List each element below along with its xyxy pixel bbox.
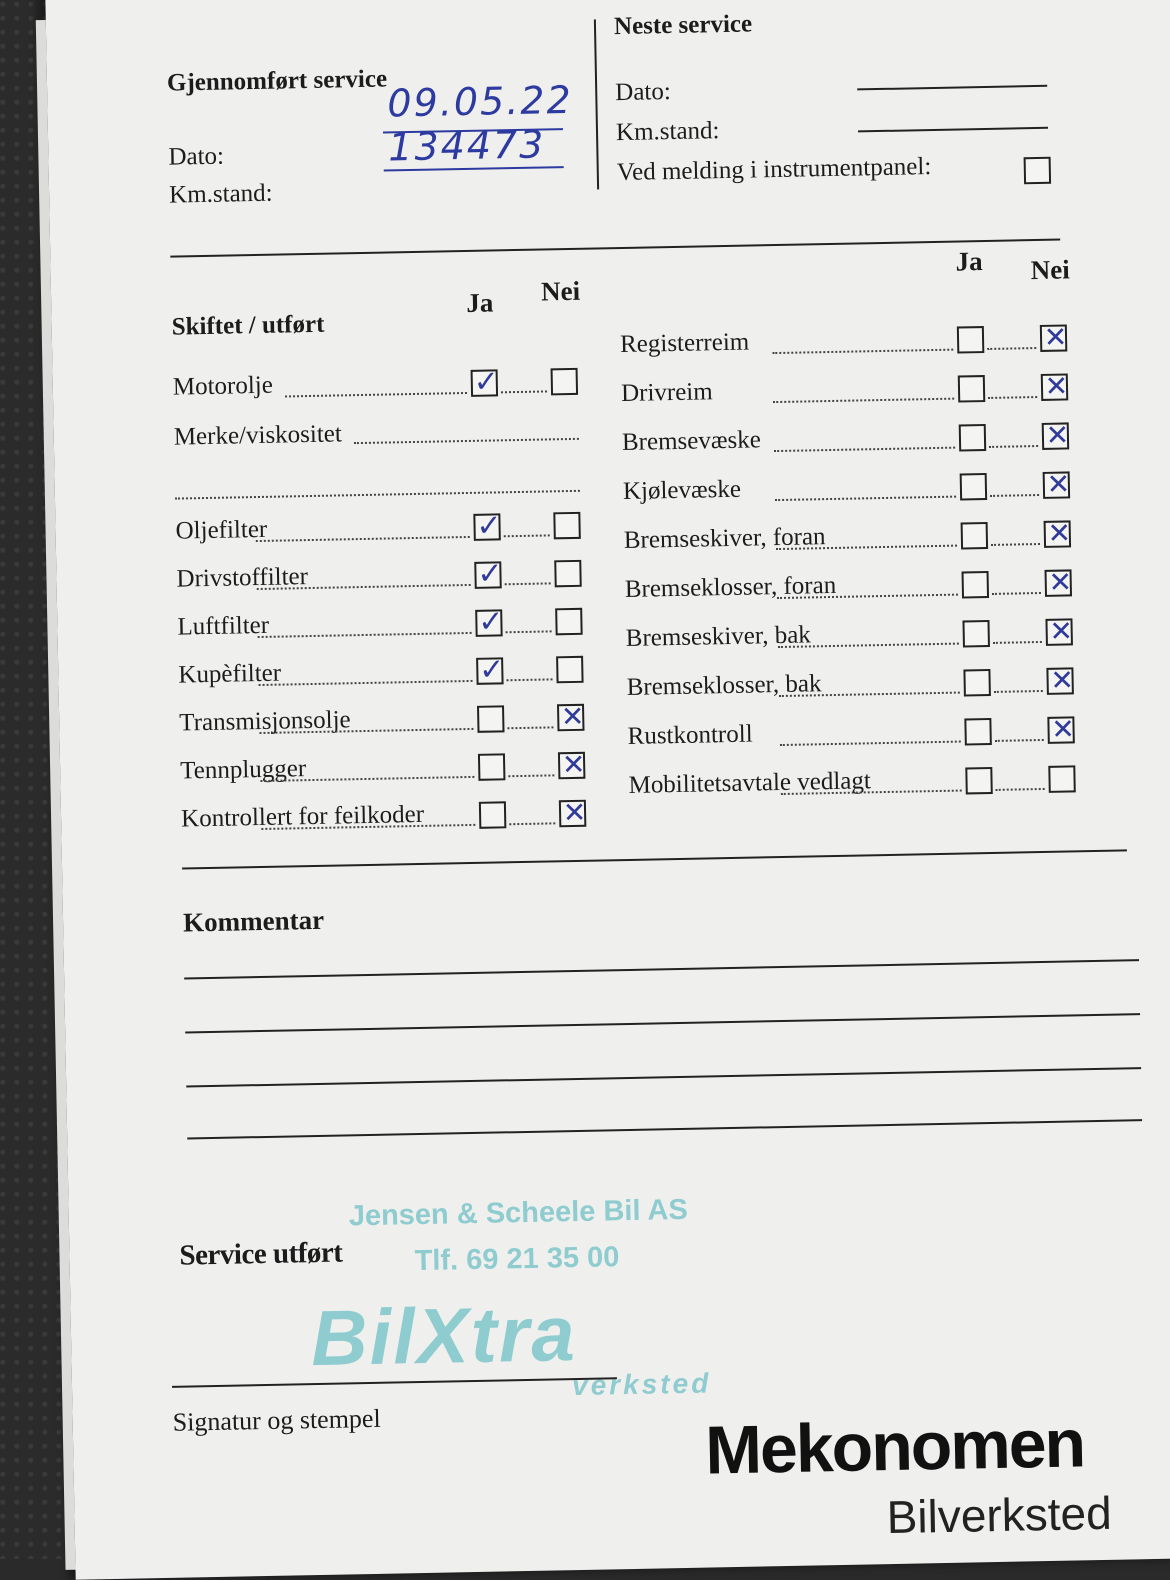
cross-icon: ✕ [1050,663,1075,697]
signature-label: Signatur og stempel [172,1403,381,1437]
left-ja-checkbox[interactable] [475,604,504,640]
right-leader-dots [773,398,954,403]
right-ja-checkbox[interactable] [959,424,987,452]
right-leader-dots [780,741,961,746]
completed-km-value: 134473 [387,122,546,170]
cross-icon: ✕ [1051,712,1076,746]
right-ja-checkbox[interactable] [962,620,990,648]
cross-icon: ✕ [562,795,587,830]
stamp-company-name: Jensen & Scheele Bil AS [348,1193,689,1233]
comment-line-2[interactable] [185,1013,1140,1033]
right-col-no: Nei [1030,254,1071,286]
right-leader-dots [990,494,1039,497]
right-ja-checkbox[interactable] [961,522,989,550]
cross-icon: ✕ [1045,418,1070,452]
cross-icon: ✕ [560,699,585,734]
checkmark-icon: ✓ [477,556,503,592]
left-ja-checkbox[interactable] [478,753,506,781]
right-item-label: Bremseklosser, bak [626,670,822,701]
left-leader-dots [504,534,550,537]
right-item-label: Bremsevæske [621,426,762,457]
completed-date-value: 09.05.22 [387,77,574,126]
left-item-label: Transmisjonsolje [179,706,351,737]
left-nei-checkbox[interactable] [551,368,579,396]
left-leader-dots [506,630,552,633]
cross-icon: ✕ [1048,565,1073,599]
checkmark-icon: ✓ [478,652,505,688]
left-leader-dots [259,680,473,686]
brand-viscosity-line [354,438,579,444]
left-ja-checkbox[interactable] [479,801,507,829]
left-nei-checkbox[interactable] [558,747,586,782]
right-col-yes: Ja [955,246,983,277]
right-ja-checkbox[interactable] [960,473,988,501]
left-item-label: Luftfilter [177,611,270,641]
right-item-label: Drivreim [620,378,713,408]
left-ja-checkbox[interactable] [477,705,505,733]
brand-viscosity-label: Merke/viskositet [173,420,343,451]
right-leader-dots [772,349,953,354]
checkmark-icon: ✓ [476,508,502,544]
checkmark-icon: ✓ [477,604,504,640]
left-nei-checkbox[interactable] [555,608,583,636]
left-ja-checkbox[interactable] [476,652,505,688]
right-leader-dots [993,641,1042,644]
completed-date-label: Dato: [168,142,225,171]
left-ja-checkbox[interactable] [474,556,503,592]
right-nei-checkbox[interactable] [1045,565,1073,599]
cross-icon: ✕ [1047,516,1072,550]
right-item-label: Bremseskiver, bak [625,621,812,652]
left-ja-checkbox[interactable] [473,508,502,544]
left-leader-dots [509,822,555,825]
left-nei-checkbox[interactable] [554,560,582,588]
section-separator-bottom [182,849,1127,869]
right-leader-dots [995,739,1044,742]
next-date-label: Dato: [615,78,672,107]
comment-line-3[interactable] [186,1067,1141,1087]
next-date-line [857,85,1047,91]
right-leader-dots [994,690,1043,693]
next-km-line [858,127,1048,133]
right-leader-dots [996,788,1045,791]
right-nei-checkbox[interactable] [1047,712,1076,746]
service-done-label: Service utført [179,1236,343,1272]
right-item-label: Kjølevæske [622,475,742,505]
left-item-label: Oljefilter [175,515,268,545]
left-item-label: Drivstoffilter [176,563,309,593]
left-leader-dots [505,582,551,585]
brand-viscosity-line-2 [175,490,580,500]
cross-icon: ✕ [1043,320,1068,354]
cross-icon: ✕ [1046,467,1071,501]
right-ja-checkbox[interactable] [957,326,985,354]
section-separator-top [170,239,1060,258]
stamp-phone: Tlf. 69 21 35 00 [414,1241,620,1278]
left-col-yes: Ja [465,287,494,318]
stamp-logo: BilXtra [310,1289,578,1383]
left-nei-checkbox[interactable] [559,795,587,830]
next-dashboard-checkbox[interactable] [1024,157,1052,185]
right-nei-checkbox[interactable] [1042,418,1070,452]
left-nei-checkbox[interactable] [553,512,581,540]
completed-service-title: Gjennomført service [166,65,388,97]
left-leader-dots [501,390,547,393]
right-ja-checkbox[interactable] [965,767,993,795]
right-item-label: Rustkontroll [627,720,753,750]
left-col-no: Nei [540,275,581,307]
left-leader-dots [507,678,553,681]
comment-line-1[interactable] [184,959,1139,979]
right-leader-dots [774,447,955,452]
left-ja-checkbox[interactable] [471,364,500,400]
completed-km-label: Km.stand: [168,179,273,209]
right-leader-dots [987,347,1036,350]
left-item-label: Tennplugger [179,755,307,785]
right-item-label: Mobilitetsavtale vedlagt [628,767,872,799]
right-nei-checkbox[interactable] [1044,516,1072,550]
left-nei-checkbox[interactable] [557,699,585,734]
stamp-logo-sub: verksted [571,1367,712,1402]
right-item-label: Registerreim [619,328,750,359]
right-leader-dots [988,396,1037,399]
right-ja-checkbox[interactable] [962,571,990,599]
right-ja-checkbox[interactable] [964,718,992,746]
right-nei-checkbox[interactable] [1043,467,1071,501]
left-section-title: Skiftet / utført [171,310,325,341]
comment-title: Kommentar [182,904,325,938]
right-nei-checkbox[interactable] [1045,614,1074,648]
left-leader-dots [258,632,472,638]
header-divider [594,19,599,189]
next-km-label: Km.stand: [615,117,720,147]
right-ja-checkbox[interactable] [963,669,991,697]
right-leader-dots [992,592,1041,595]
next-service-title: Neste service [613,10,753,41]
left-leader-dots [507,726,553,729]
right-leader-dots [991,543,1040,546]
checkmark-icon: ✓ [473,364,500,400]
mekonomen-logo-sub: Bilverksted [886,1486,1113,1544]
cross-icon: ✕ [1049,614,1074,648]
right-item-label: Bremseklosser, foran [624,571,837,603]
mekonomen-logo: Mekonomen [704,1405,1085,1489]
service-form-page [45,0,1170,1580]
right-leader-dots [989,445,1038,448]
right-nei-checkbox[interactable] [1040,320,1068,354]
left-nei-checkbox[interactable] [556,656,584,684]
cross-icon: ✕ [1044,369,1069,403]
right-item-label: Bremseskiver, foran [623,523,826,554]
right-nei-checkbox[interactable] [1046,663,1075,697]
next-dashboard-label: Ved melding i instrumentpanel: [616,153,932,187]
left-item-label: Kupèfilter [178,659,282,689]
comment-line-4[interactable] [187,1119,1142,1139]
left-leader-dots [285,392,467,397]
left-item-label: Motorolje [172,371,274,401]
left-item-label: Kontrollert for feilkoder [180,800,425,833]
right-nei-checkbox[interactable] [1048,765,1076,793]
cross-icon: ✕ [561,747,586,782]
right-ja-checkbox[interactable] [958,375,986,403]
right-leader-dots [775,496,956,501]
left-leader-dots [256,536,470,542]
left-leader-dots [508,774,554,777]
right-nei-checkbox[interactable] [1041,369,1069,403]
